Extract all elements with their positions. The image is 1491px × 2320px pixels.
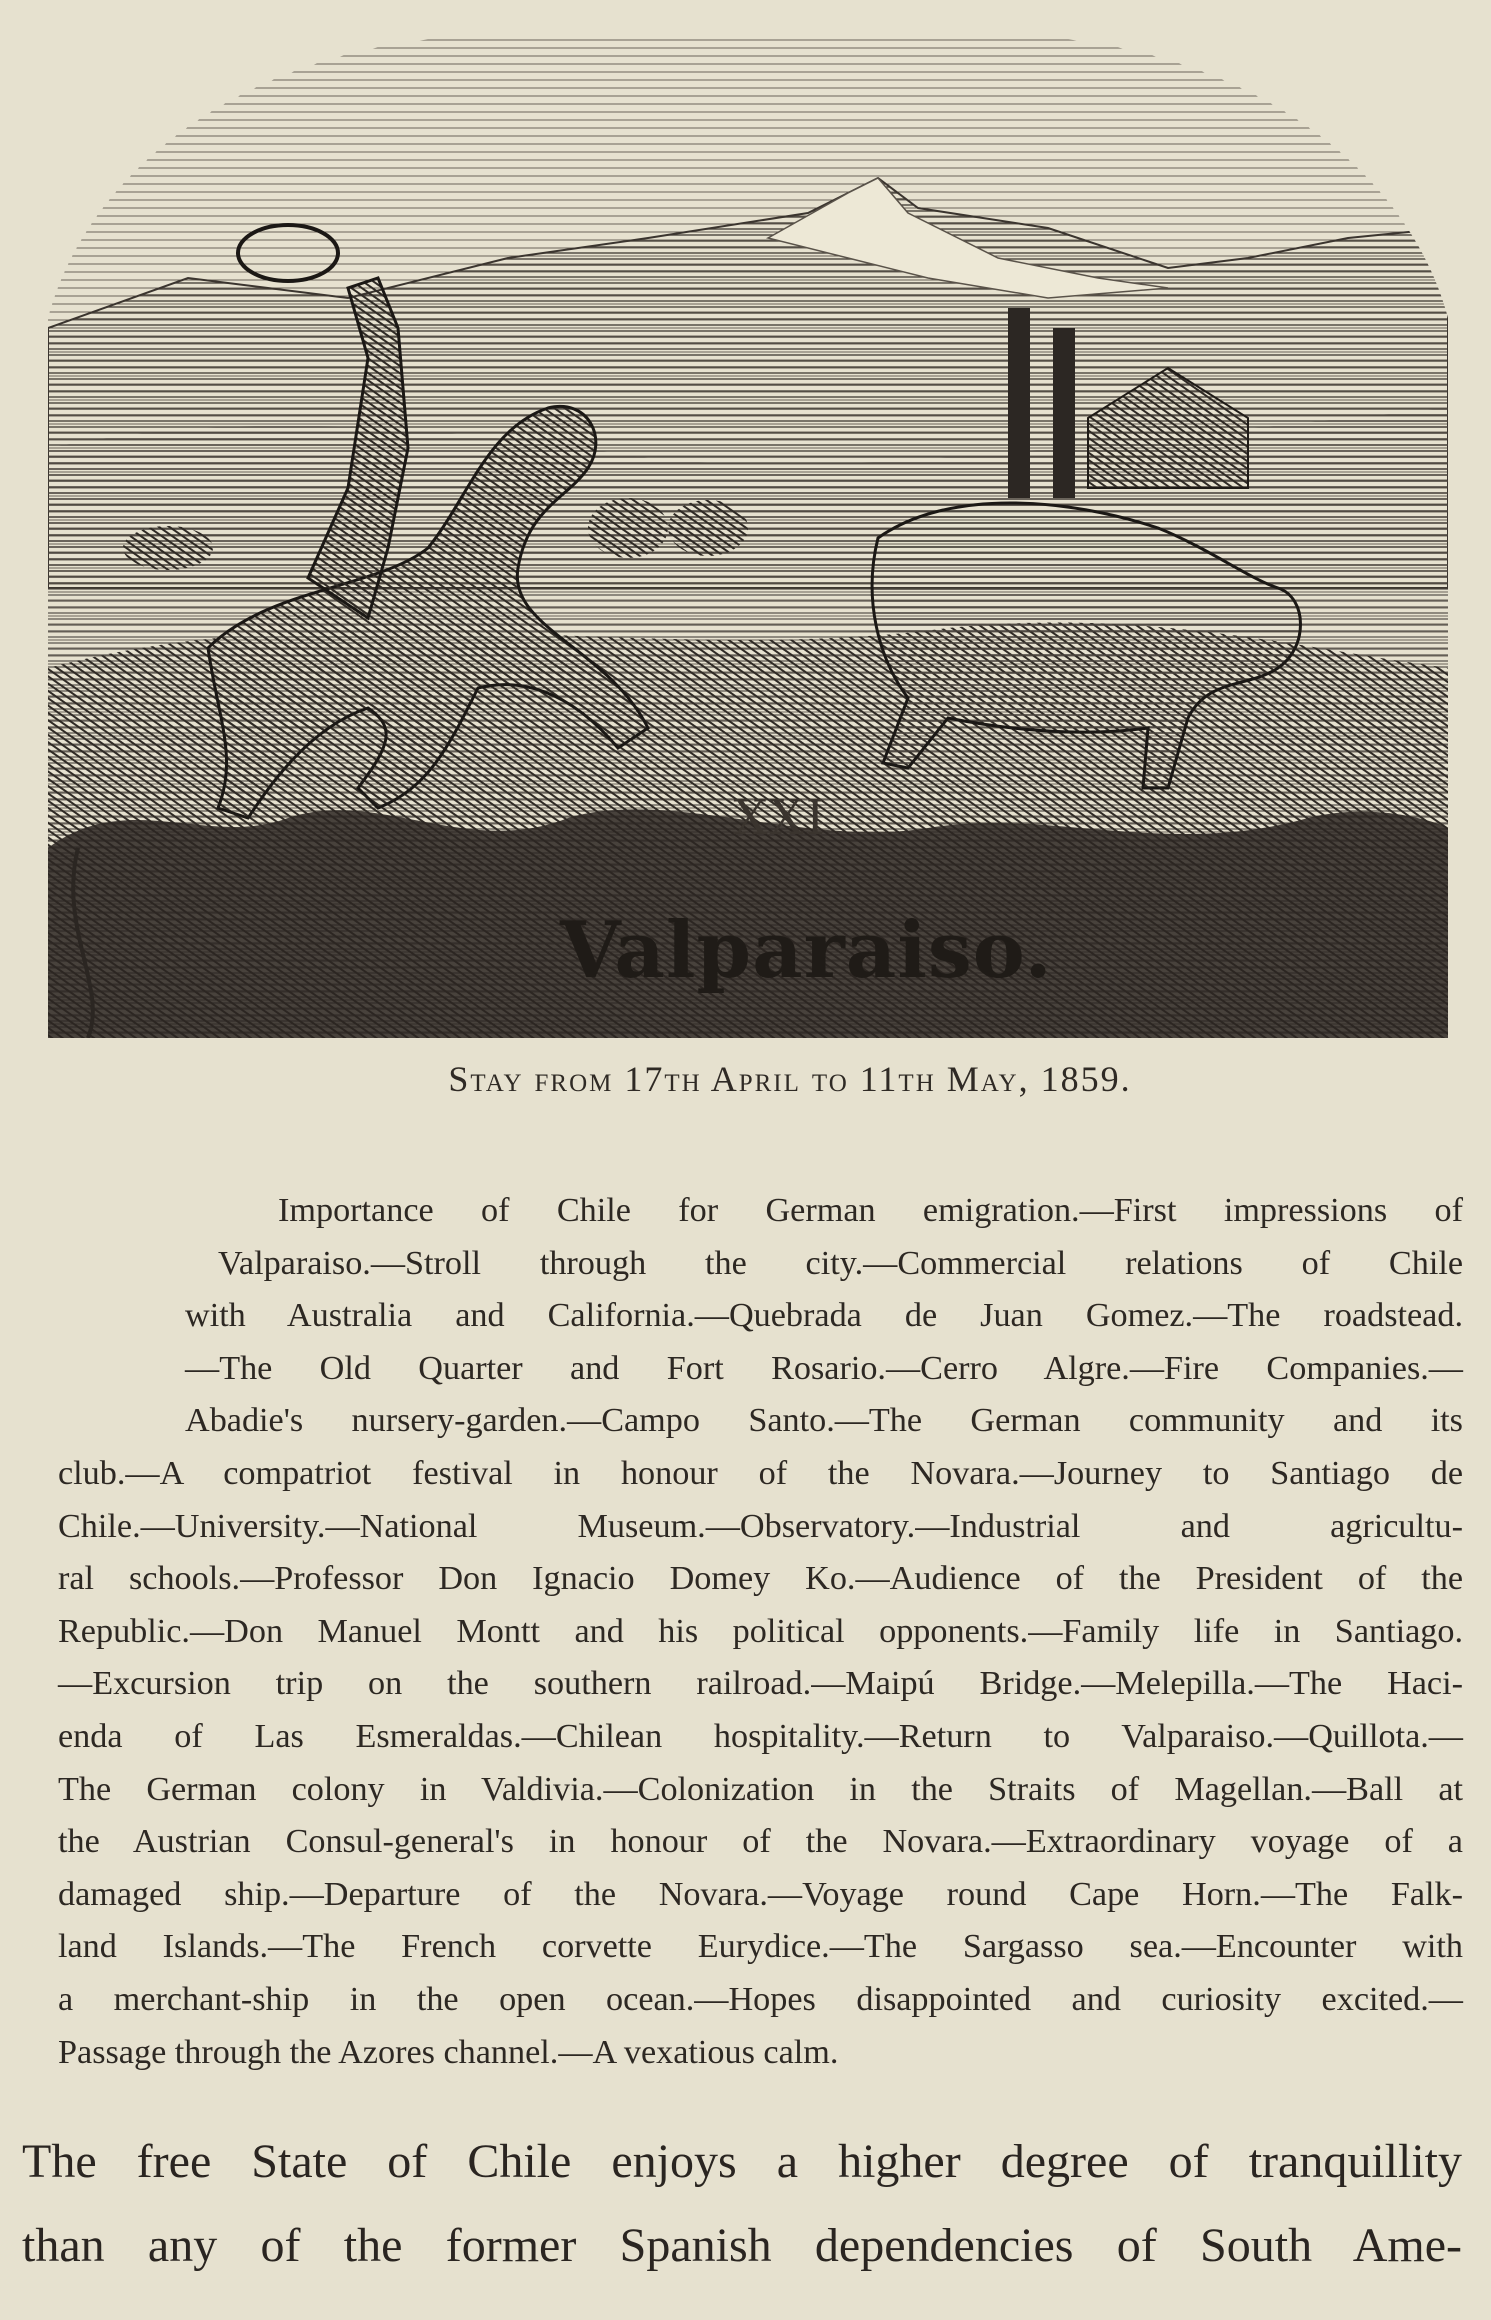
engraving-illustration <box>48 28 1448 1038</box>
summary-line: Abadie's nursery-garden.—Campo Santo.—The German community and its <box>185 1402 1463 1440</box>
summary-line: —The Old Quarter and Fort Rosario.—Cerro Algre.—Fire Companies.— <box>185 1349 1463 1387</box>
summary-line: land Islands.—The French corvette Eurydice.—The Sargasso sea.—Encounter with <box>58 1928 1463 1966</box>
summary-line: Valparaiso.—Stroll through the city.—Commercial relations of Chile <box>218 1244 1463 1282</box>
cypress-tree <box>1008 308 1030 498</box>
summary-line: Importance of Chile for German emigration.—First impressions of <box>278 1192 1463 1229</box>
summary-line: Republic.—Don Manuel Montt and his political opponents.—Family life in Santiago. <box>58 1612 1463 1650</box>
summary-line: club.—A compatriot festival in honour of the Novara.—Journey to Santiago de <box>58 1454 1463 1492</box>
chapter-summary <box>58 1185 1463 2079</box>
chapter-title: Valparaiso. <box>560 905 1053 996</box>
summary-line: ral schools.—Professor Don Ignacio Domey Ko.—Audience of the President of the <box>58 1560 1463 1598</box>
summary-line: Chile.—University.—National Museum.—Observatory.—Industrial and agricultu- <box>58 1507 1463 1545</box>
cypress-tree <box>1053 328 1075 498</box>
summary-line: damaged ship.—Departure of the Novara.—Voyage round Cape Horn.—The Falk- <box>58 1875 1463 1913</box>
body-line: than any of the former Spanish dependencies of South Ame- <box>22 2219 1462 2272</box>
body-line: The free State of Chile enjoys a higher degree of tranquillity <box>22 2135 1462 2188</box>
chapter-date-line: Stay from 17th April to 11th May, 1859. <box>448 1059 1132 1099</box>
chapter-number: XXI <box>733 790 827 846</box>
summary-line: with Australia and California.—Quebrada de Juan Gomez.—The roadstead. <box>185 1297 1463 1335</box>
summary-line: a merchant-ship in the open ocean.—Hopes disappointed and curiosity excited.— <box>58 1980 1463 2018</box>
body-paragraph <box>22 2120 1462 2288</box>
distant-cow <box>588 498 668 558</box>
summary-line: enda of Las Esmeraldas.—Chilean hospitality.—Return to Valparaiso.—Quillota.— <box>58 1717 1463 1755</box>
summary-line: Passage through the Azores channel.—A vexatious calm. <box>58 2033 839 2071</box>
distant-cow <box>668 500 748 556</box>
summary-line: the Austrian Consul-general's in honour of the Novara.—Extraordinary voyage of a <box>58 1823 1463 1861</box>
summary-line: The German colony in Valdivia.—Colonization in the Straits of Magellan.—Ball at <box>58 1770 1463 1808</box>
summary-line: —Excursion trip on the southern railroad.—Maipú Bridge.—Melepilla.—The Haci- <box>58 1665 1463 1703</box>
distant-cow <box>123 526 213 570</box>
